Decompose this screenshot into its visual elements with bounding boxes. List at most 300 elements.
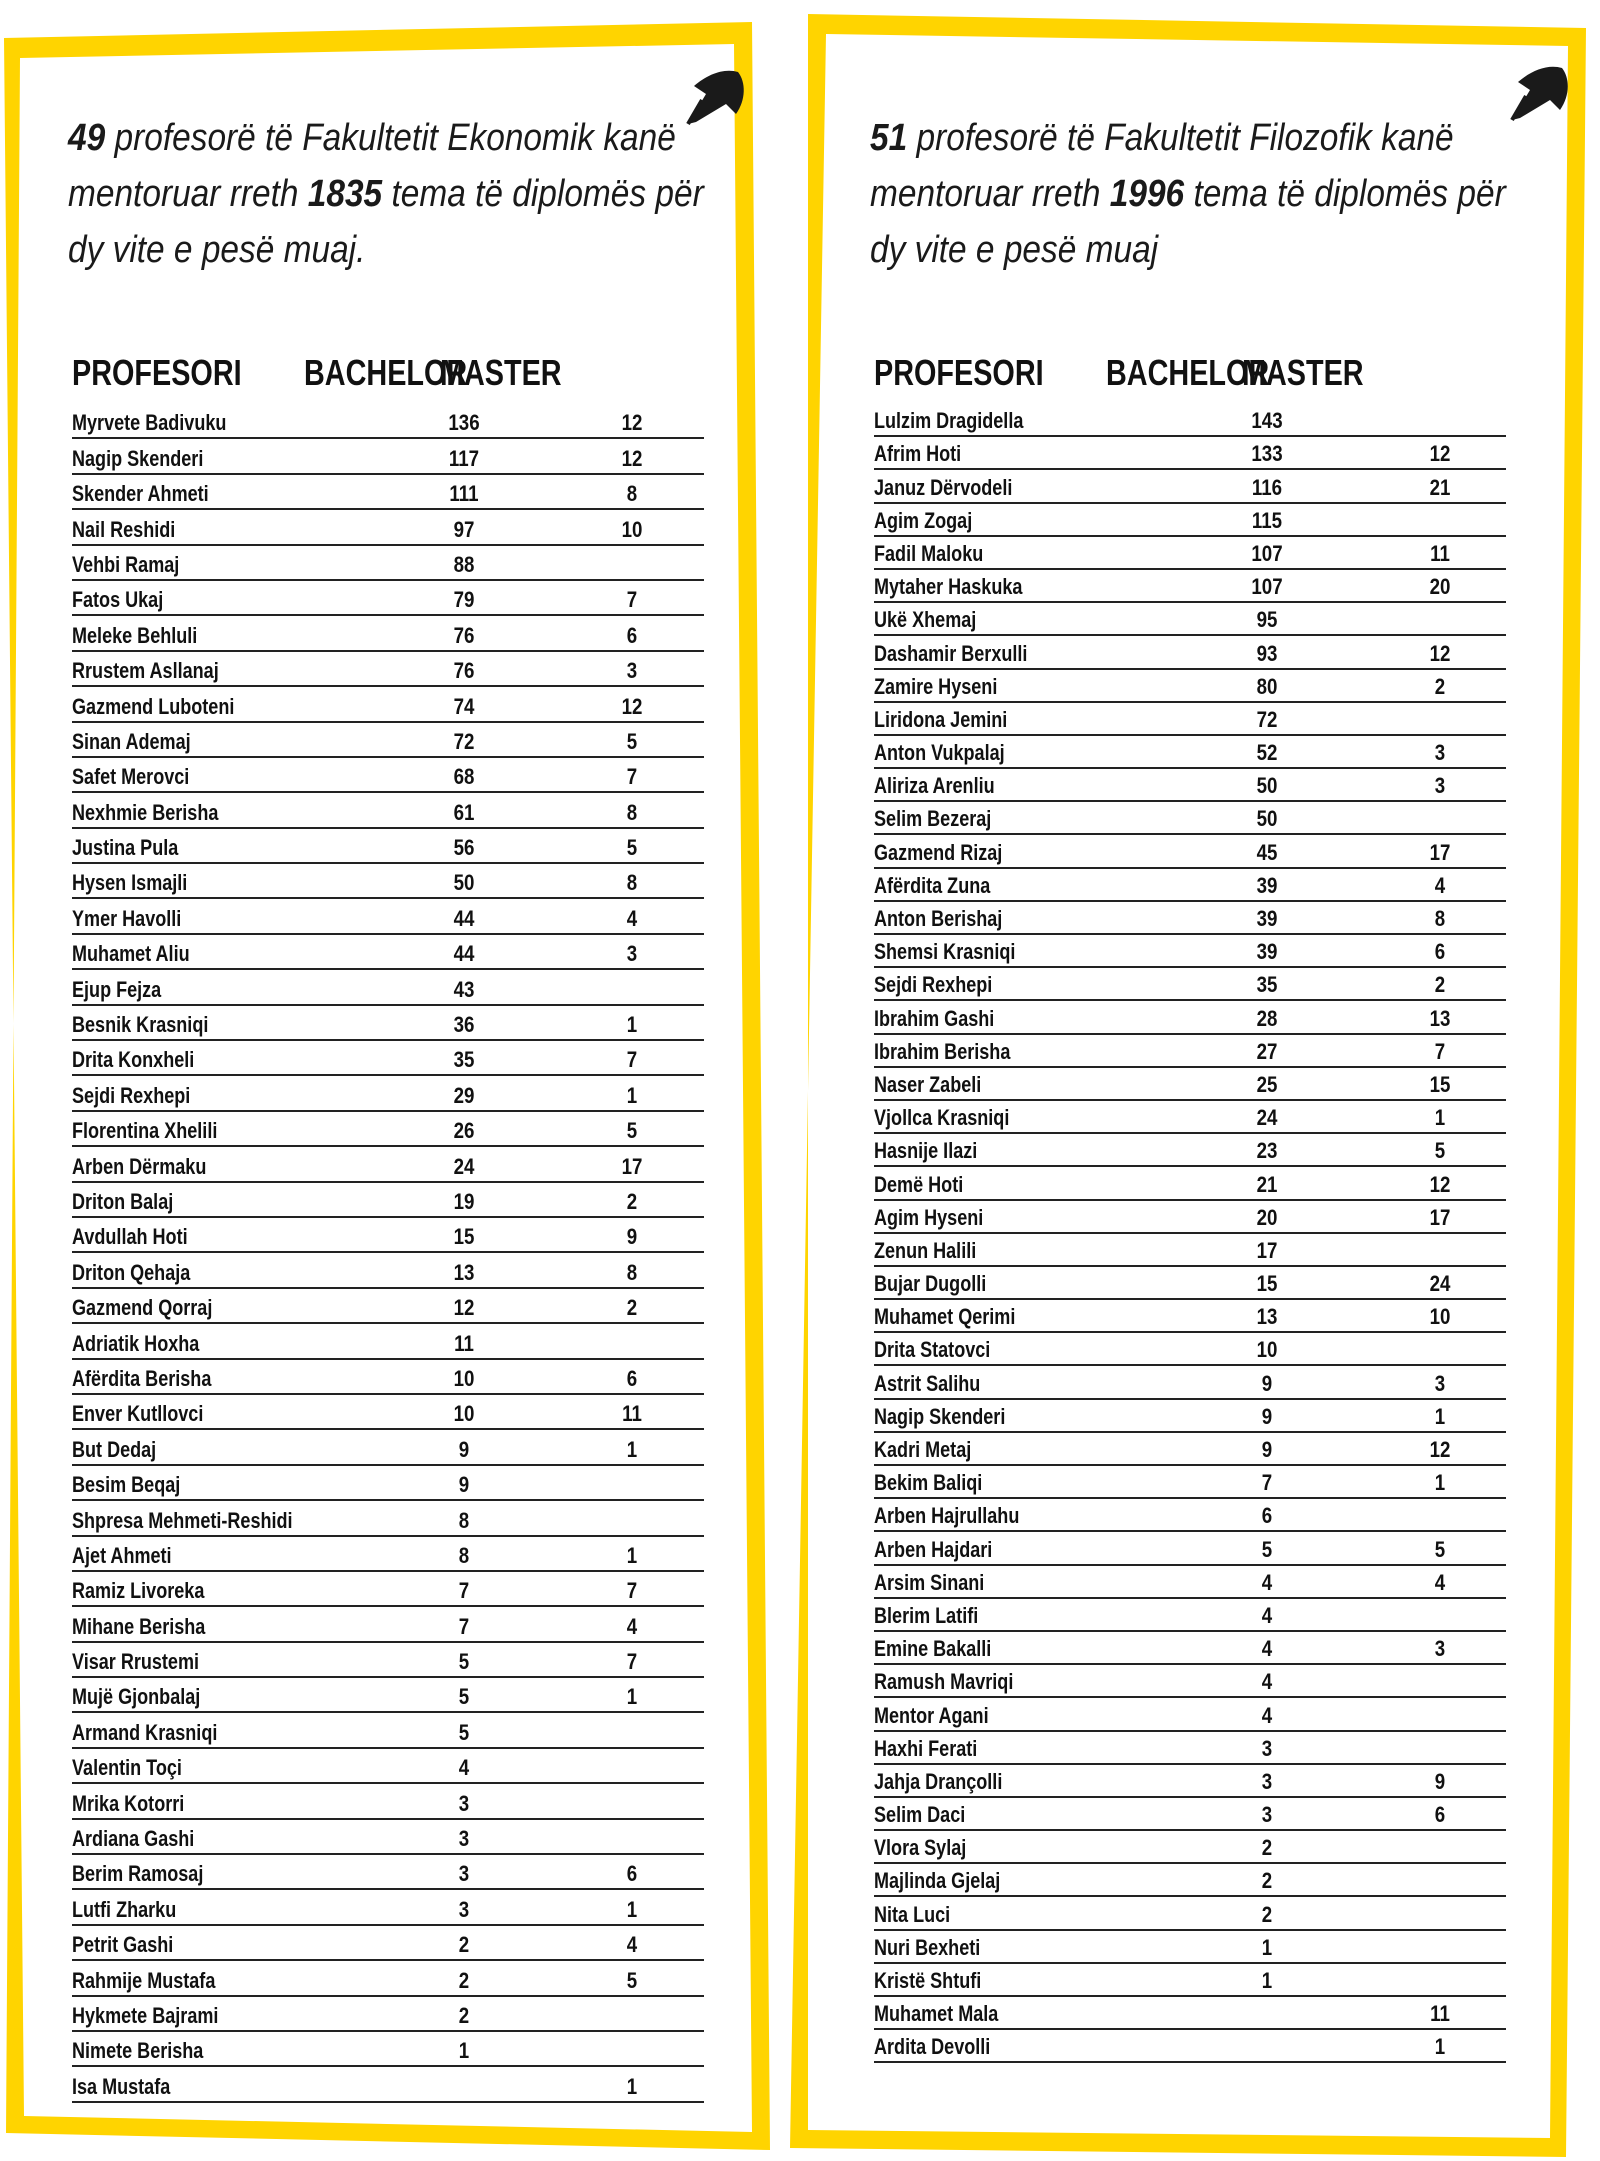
bachelor-count: 4 (1261, 1602, 1273, 1628)
table-row (72, 1643, 704, 1678)
master-count: 4 (626, 905, 638, 931)
master-count: 7 (1434, 1038, 1446, 1064)
professor-name: Agim Zogaj (874, 507, 973, 533)
table-row (874, 1931, 1506, 1964)
headline-text: profesorë të Fakultetit Filozofik kanë (907, 117, 1454, 159)
panel-headline (870, 110, 1539, 278)
professor-name: But Dedaj (72, 1436, 157, 1462)
professor-name: Agim Hyseni (874, 1204, 984, 1230)
master-count: 17 (1429, 1204, 1451, 1230)
professor-name: Nita Luci (874, 1901, 951, 1927)
professor-name: Muhamet Qerimi (874, 1304, 1016, 1330)
master-count: 7 (626, 764, 638, 790)
bachelor-count: 2 (1261, 1835, 1273, 1861)
professor-name: Bujar Dugolli (874, 1271, 987, 1297)
bachelor-count: 4 (458, 1755, 470, 1781)
bachelor-count: 7 (458, 1578, 470, 1604)
master-count: 7 (626, 1047, 638, 1073)
professor-name: Kadri Metaj (874, 1437, 972, 1462)
master-count: 6 (1434, 939, 1446, 965)
master-count: 9 (626, 1224, 638, 1250)
professor-name: Hysen Ismajli (72, 870, 188, 896)
table-row (874, 437, 1506, 470)
professor-name: Arben Hajrullahu (874, 1503, 1020, 1529)
professor-name: Berim Ramosaj (72, 1861, 204, 1887)
master-count: 21 (1429, 474, 1451, 500)
professor-name: Muhamet Aliu (72, 941, 190, 967)
professor-name: Mytaher Haskuka (874, 574, 1023, 600)
table-row (874, 603, 1506, 636)
bachelor-count: 29 (453, 1082, 475, 1108)
table-row (874, 1433, 1506, 1466)
bachelor-count: 9 (1261, 1437, 1273, 1462)
master-count: 6 (626, 1861, 638, 1887)
table-row (72, 935, 704, 970)
table-row (72, 1147, 704, 1182)
table-row (72, 510, 704, 545)
table-row (72, 404, 704, 439)
master-count: 7 (626, 587, 638, 613)
professor-name: Vehbi Ramaj (72, 551, 180, 577)
professor-name: Hasnije Ilazi (874, 1138, 978, 1164)
master-count: 5 (626, 1967, 638, 1993)
table-row (72, 546, 704, 581)
bachelor-count: 116 (1251, 474, 1283, 500)
master-count: 1 (1434, 1105, 1446, 1131)
bachelor-count: 10 (453, 1365, 475, 1391)
column-header-master: MASTER (1242, 352, 1364, 393)
professor-name: Ardita Devolli (874, 2034, 991, 2060)
master-count: 1 (1434, 2034, 1446, 2060)
table-row (72, 758, 704, 793)
master-count: 12 (621, 410, 643, 436)
theme-count: 1835 (307, 173, 383, 215)
master-count: 8 (1434, 906, 1446, 931)
professor-count: 51 (870, 117, 908, 159)
professor-name: Demë Hoti (874, 1171, 964, 1197)
bachelor-count: 1 (1261, 1934, 1273, 1960)
table-row (874, 1167, 1506, 1200)
professor-name: Driton Balaj (72, 1188, 174, 1214)
professor-name: Afërdita Berisha (72, 1365, 212, 1391)
bachelor-count: 117 (448, 445, 480, 471)
table-row (874, 1267, 1506, 1300)
bachelor-count: 7 (458, 1613, 470, 1639)
master-count: 10 (1429, 1304, 1451, 1330)
professor-name: Justina Pula (72, 835, 179, 861)
table-row (72, 1466, 704, 1501)
bachelor-count: 3 (1261, 1735, 1273, 1761)
bachelor-count: 136 (448, 410, 480, 436)
table-row (874, 1964, 1506, 1997)
bachelor-count: 76 (453, 658, 475, 684)
bachelor-count: 143 (1251, 408, 1283, 434)
table-row (72, 439, 704, 474)
economics-faculty-panel (68, 110, 718, 2099)
professor-name: Gazmend Qorraj (72, 1295, 213, 1321)
table-row (72, 1501, 704, 1536)
master-count: 2 (1434, 673, 1446, 699)
table-row (874, 769, 1506, 802)
column-header-master: MASTER (440, 352, 562, 393)
master-count: 4 (626, 1932, 638, 1958)
table-row (874, 1068, 1506, 1101)
professor-name: Ibrahim Gashi (874, 1005, 995, 1031)
professor-name: Selim Bezeraj (874, 806, 992, 832)
professor-name: Shemsi Krasniqi (874, 939, 1016, 965)
bachelor-count: 12 (453, 1295, 475, 1321)
professor-name: Haxhi Ferati (874, 1735, 978, 1761)
table-row (874, 404, 1506, 437)
professor-name: Ibrahim Berisha (874, 1038, 1011, 1064)
bachelor-count: 1 (1261, 1968, 1273, 1993)
professor-name: Armand Krasniqi (72, 1719, 218, 1745)
master-count: 17 (621, 1153, 643, 1179)
professor-name: Rrustem Asllanaj (72, 658, 219, 684)
table-row (874, 1831, 1506, 1864)
bachelor-count: 56 (453, 835, 475, 861)
professor-name: Bekim Baliqi (874, 1470, 983, 1496)
table-row (874, 1201, 1506, 1234)
table-row (72, 1572, 704, 1607)
professor-name: Nuri Bexheti (874, 1934, 981, 1960)
professor-name: Afërdita Zuna (874, 872, 991, 898)
bachelor-count: 17 (1256, 1237, 1278, 1263)
master-count: 7 (626, 1578, 638, 1604)
bachelor-count: 3 (1261, 1802, 1273, 1828)
table-row (874, 636, 1506, 669)
professor-name: Emine Bakalli (874, 1636, 992, 1662)
master-count: 3 (1434, 1636, 1446, 1662)
professor-name: Besim Beqaj (72, 1472, 181, 1498)
column-header-professor: PROFESORI (874, 352, 1044, 393)
table-row (72, 1253, 704, 1288)
master-count: 20 (1429, 574, 1451, 600)
table-row (874, 935, 1506, 968)
table-row (874, 703, 1506, 736)
professor-name: Ajet Ahmeti (72, 1542, 172, 1568)
professor-name: Sejdi Rexhepi (874, 972, 993, 998)
table-row (874, 1599, 1506, 1632)
master-count: 3 (626, 658, 638, 684)
master-count: 3 (1434, 773, 1446, 799)
professor-name: Ardiana Gashi (72, 1826, 195, 1852)
master-count: 12 (621, 445, 643, 471)
master-count: 8 (626, 870, 638, 896)
bachelor-count: 9 (1261, 1403, 1273, 1429)
bachelor-count: 2 (458, 1967, 470, 1993)
professor-name: Avdullah Hoti (72, 1224, 188, 1250)
table-row (72, 581, 704, 616)
bachelor-count: 68 (453, 764, 475, 790)
table-row (874, 902, 1506, 935)
master-count: 1 (1434, 1403, 1446, 1429)
table-row (72, 652, 704, 687)
table-row (874, 1400, 1506, 1433)
bachelor-count: 35 (453, 1047, 475, 1073)
master-count: 8 (626, 1259, 638, 1285)
table-row (874, 1234, 1506, 1267)
professor-count: 49 (68, 117, 106, 159)
professor-name: Anton Vukpalaj (874, 740, 1005, 766)
table-row (72, 1183, 704, 1218)
master-count: 6 (626, 1365, 638, 1391)
table-row (72, 723, 704, 758)
master-count: 1 (1434, 1470, 1446, 1496)
bachelor-count: 4 (1261, 1702, 1273, 1728)
table-row (874, 736, 1506, 769)
professor-name: Besnik Krasniqi (72, 1012, 209, 1038)
bachelor-count: 61 (453, 799, 475, 825)
bachelor-count: 97 (453, 516, 475, 542)
bachelor-count: 2 (1261, 1868, 1273, 1894)
master-count: 3 (1434, 1370, 1446, 1396)
bachelor-count: 13 (453, 1259, 475, 1285)
table-row (72, 1997, 704, 2032)
professor-name: Anton Berishaj (874, 906, 1003, 931)
bachelor-count: 50 (453, 870, 475, 896)
table-row (72, 687, 704, 722)
professor-name: Meleke Behluli (72, 622, 198, 648)
professor-name: Ukë Xhemaj (874, 607, 977, 633)
master-count: 5 (626, 1118, 638, 1144)
professor-name: Petrit Gashi (72, 1932, 174, 1958)
bachelor-count: 23 (1256, 1138, 1278, 1164)
professor-name: Rahmije Mustafa (72, 1967, 216, 1993)
professor-name: Hykmete Bajrami (72, 2002, 219, 2028)
bachelor-count: 5 (458, 1684, 470, 1710)
headline-text: tema të diplomës për (1184, 173, 1506, 215)
table-row (874, 1366, 1506, 1399)
bachelor-count: 26 (453, 1118, 475, 1144)
table-row (874, 968, 1506, 1001)
master-count: 1 (626, 2073, 638, 2099)
professor-name: Arben Dërmaku (72, 1153, 207, 1179)
bachelor-count: 4 (1261, 1669, 1273, 1695)
bachelor-count: 13 (1256, 1304, 1278, 1330)
bachelor-count: 15 (453, 1224, 475, 1250)
master-count: 11 (1430, 2001, 1450, 2027)
column-header-professor: PROFESORI (72, 352, 242, 393)
bachelor-count: 44 (453, 941, 475, 967)
master-count: 12 (1429, 1171, 1451, 1197)
professor-name: Driton Qehaja (72, 1259, 191, 1285)
bachelor-count: 3 (458, 1861, 470, 1887)
bachelor-count: 79 (453, 587, 475, 613)
master-count: 4 (626, 1613, 638, 1639)
professor-table (874, 404, 1506, 2063)
bachelor-count: 36 (453, 1012, 475, 1038)
professor-name: Valentin Toçi (72, 1755, 182, 1781)
professor-name: Vjollca Krasniqi (874, 1105, 1010, 1131)
table-row (874, 1532, 1506, 1565)
headline-text: dy vite e pesë muaj. (68, 229, 366, 271)
bachelor-count: 15 (1256, 1271, 1278, 1297)
column-header-bachelor: BACHELOR (304, 352, 468, 393)
table-row (874, 1466, 1506, 1499)
professor-name: Afrim Hoti (874, 441, 962, 467)
table-row (874, 2030, 1506, 2063)
table-row (72, 1006, 704, 1041)
professor-name: Ramush Mavriqi (874, 1669, 1014, 1695)
bachelor-count: 45 (1256, 839, 1278, 865)
bachelor-count: 5 (1261, 1536, 1273, 1562)
table-row (72, 1678, 704, 1713)
master-count: 12 (1429, 1437, 1451, 1462)
bachelor-count: 8 (458, 1507, 470, 1533)
bachelor-count: 50 (1256, 773, 1278, 799)
professor-name: Liridona Jemini (874, 706, 1008, 732)
bachelor-count: 133 (1251, 441, 1283, 467)
master-count: 12 (1429, 441, 1451, 467)
master-count: 4 (1434, 872, 1446, 898)
table-row (874, 802, 1506, 835)
table-row (874, 470, 1506, 503)
master-count: 3 (1434, 740, 1446, 766)
bachelor-count: 50 (1256, 806, 1278, 832)
table-row (72, 1360, 704, 1395)
table-row (72, 1289, 704, 1324)
table-row (72, 1926, 704, 1961)
master-count: 8 (626, 481, 638, 507)
professor-name: Muhamet Mala (874, 2001, 999, 2027)
master-count: 11 (622, 1401, 642, 1427)
bachelor-count: 20 (1256, 1204, 1278, 1230)
professor-name: Mrika Kotorri (72, 1790, 185, 1816)
bachelor-count: 2 (458, 2002, 470, 2028)
table-row (72, 1324, 704, 1359)
table-row (72, 616, 704, 651)
table-row (874, 835, 1506, 868)
professor-name: Gazmend Luboteni (72, 693, 235, 719)
professor-name: Fadil Maloku (874, 540, 984, 566)
bachelor-count: 9 (1261, 1370, 1273, 1396)
professor-name: Ymer Havolli (72, 905, 182, 931)
professor-name: Nexhmie Berisha (72, 799, 219, 825)
master-count: 6 (1434, 1802, 1446, 1828)
professor-name: Nimete Berisha (72, 2038, 204, 2064)
professor-name: Sinan Ademaj (72, 728, 191, 754)
master-count: 8 (626, 799, 638, 825)
professor-name: Aliriza Arenliu (874, 773, 995, 799)
table-row (874, 1798, 1506, 1831)
master-count: 4 (1434, 1569, 1446, 1595)
master-count: 7 (626, 1649, 638, 1675)
philosophy-faculty-panel (870, 110, 1520, 2060)
master-count: 1 (626, 1012, 638, 1038)
bachelor-count: 4 (1261, 1636, 1273, 1662)
headline-text: mentoruar rreth (870, 173, 1110, 215)
table-row (72, 899, 704, 934)
table-row (72, 2067, 704, 2102)
professor-name: Skender Ahmeti (72, 481, 209, 507)
professor-name: Adriatik Hoxha (72, 1330, 200, 1356)
table-row (874, 570, 1506, 603)
panel-headline (68, 110, 737, 278)
professor-name: Nagip Skenderi (72, 445, 204, 471)
table-row (72, 475, 704, 510)
professor-name: Zamire Hyseni (874, 673, 998, 699)
professor-name: Nail Reshidi (72, 516, 176, 542)
table-row (874, 1897, 1506, 1930)
table-row (72, 864, 704, 899)
bachelor-count: 107 (1251, 540, 1283, 566)
table-row (874, 1864, 1506, 1897)
professor-name: Majlinda Gjelaj (874, 1868, 1001, 1894)
headline-text: tema të diplomës për (382, 173, 704, 215)
column-header-bachelor: BACHELOR (1106, 352, 1270, 393)
master-count: 1 (626, 1542, 638, 1568)
table-row (874, 1698, 1506, 1731)
table-header (72, 352, 584, 396)
table-row (72, 1430, 704, 1465)
professor-name: Jahja Drançolli (874, 1768, 1003, 1794)
table-row (874, 1300, 1506, 1333)
professor-name: Sejdi Rexhepi (72, 1082, 191, 1108)
headline-text: dy vite e pesë muaj (870, 229, 1159, 271)
theme-count: 1996 (1109, 173, 1185, 215)
bachelor-count: 107 (1251, 574, 1283, 600)
professor-name: Ejup Fejza (72, 976, 162, 1002)
bachelor-count: 3 (1261, 1768, 1273, 1794)
bachelor-count: 44 (453, 905, 475, 931)
professor-name: Vlora Sylaj (874, 1835, 967, 1861)
master-count: 2 (626, 1295, 638, 1321)
table-row (874, 1499, 1506, 1532)
master-count: 1 (626, 1436, 638, 1462)
professor-name: Gazmend Rizaj (874, 839, 1003, 865)
table-row (72, 1784, 704, 1819)
professor-name: Arben Hajdari (874, 1536, 993, 1562)
table-row (874, 537, 1506, 570)
bachelor-count: 5 (458, 1649, 470, 1675)
bachelor-count: 72 (1256, 706, 1278, 732)
bachelor-count: 6 (1261, 1503, 1273, 1529)
master-count: 11 (1430, 540, 1450, 566)
bachelor-count: 21 (1256, 1171, 1278, 1197)
table-row (874, 1001, 1506, 1034)
bachelor-count: 72 (453, 728, 475, 754)
master-count: 5 (1434, 1536, 1446, 1562)
bachelor-count: 39 (1256, 939, 1278, 965)
master-count: 3 (626, 941, 638, 967)
professor-name: Safet Merovci (72, 764, 190, 790)
table-row (874, 869, 1506, 902)
master-count: 2 (626, 1188, 638, 1214)
bachelor-count: 2 (458, 1932, 470, 1958)
master-count: 12 (621, 693, 643, 719)
professor-name: Dashamir Berxulli (874, 640, 1028, 666)
professor-name: Ramiz Livoreka (72, 1578, 205, 1604)
table-header (874, 352, 1386, 396)
professor-name: Lutfi Zharku (72, 1896, 177, 1922)
bachelor-count: 9 (458, 1472, 470, 1498)
table-row (874, 1333, 1506, 1366)
bachelor-count: 10 (453, 1401, 475, 1427)
bachelor-count: 111 (449, 481, 479, 507)
professor-name: Visar Rrustemi (72, 1649, 200, 1675)
table-row (72, 1112, 704, 1147)
professor-name: Januz Dërvodeli (874, 474, 1013, 500)
bachelor-count: 88 (453, 551, 475, 577)
bachelor-count: 4 (1261, 1569, 1273, 1595)
professor-name: Mihane Berisha (72, 1613, 206, 1639)
bachelor-count: 39 (1256, 906, 1278, 931)
table-row (72, 793, 704, 828)
professor-name: Shpresa Mehmeti-Reshidi (72, 1507, 293, 1533)
bachelor-count: 1 (458, 2038, 470, 2064)
bachelor-count: 3 (458, 1896, 470, 1922)
